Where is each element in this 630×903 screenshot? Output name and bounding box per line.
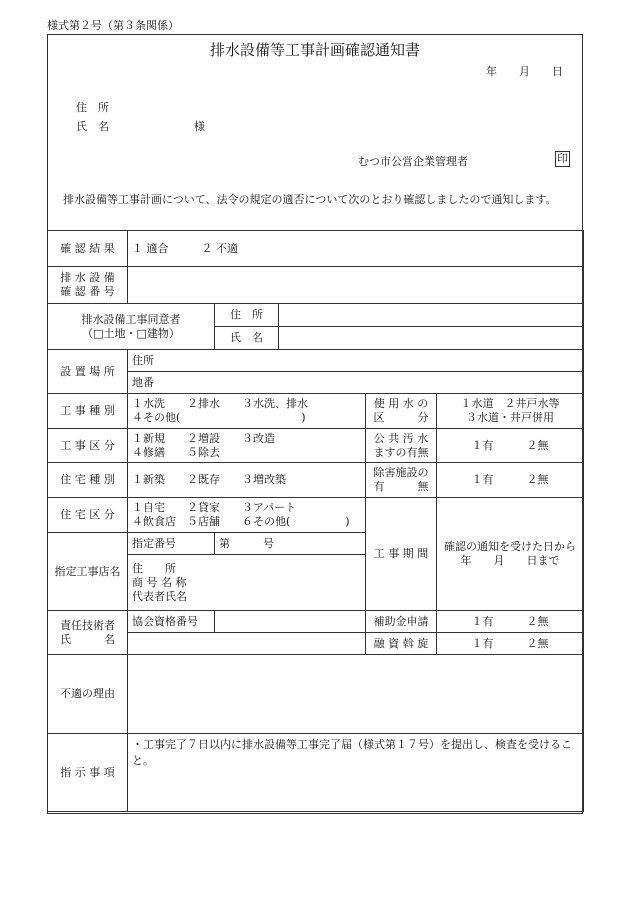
table-row xyxy=(48,655,584,734)
form-number: 様式第２号（第３条関係） xyxy=(47,19,179,32)
shiyousui-label: 使 用 水 の 区 分 xyxy=(366,394,437,429)
table-row xyxy=(48,633,584,655)
issuer-name: むつ市公営企業管理者 xyxy=(358,155,468,168)
doisha-name-value xyxy=(279,327,584,350)
shitei-no-value: 第 号 xyxy=(215,533,366,555)
table-row xyxy=(48,372,584,394)
shitei-no-label: 指定番号 xyxy=(128,533,215,555)
hojo-value: １有 ２無 xyxy=(437,611,584,633)
table-row xyxy=(48,231,584,267)
table-row xyxy=(48,304,584,327)
jutaku-shubetsu-label: 住 宅 種 別 xyxy=(48,463,128,498)
doisha-label: 排水設備工事同意者 （□土地・□建物） xyxy=(48,304,215,350)
jutaku-kubun-label: 住 宅 区 分 xyxy=(48,498,128,533)
jutaku-shubetsu-value: １新築 ２既存 ３増改築 xyxy=(128,463,366,498)
table-row xyxy=(48,429,584,463)
table-row xyxy=(48,394,584,429)
koji-kubun-value: １新規 ２増設 ３改造 ４修繕 ５除去 xyxy=(128,429,366,463)
koji-kubun-label: 工 事 区 分 xyxy=(48,429,128,463)
jutaku-kubun-value: １自宅 ２貸家 ３アパート ４飲食店 ５店舗 ６その他( ) xyxy=(128,498,366,533)
form-table xyxy=(47,230,584,812)
recipient-name-label: 氏 名 xyxy=(76,120,109,133)
honorific: 様 xyxy=(194,120,205,133)
seal-mark: 印 xyxy=(557,152,568,165)
shiyousui-value: １水道 ２井戸水等 ３水道・井戸併用 xyxy=(437,394,584,429)
date-line: 年 月 日 xyxy=(486,65,563,78)
jogai-value: １有 ２無 xyxy=(437,463,584,498)
jogai-label: 除害施設の 有 無 xyxy=(366,463,437,498)
sekinin-name-value xyxy=(128,633,366,655)
kikan-label: 工 事 期 間 xyxy=(366,498,437,611)
kokyo-value: １有 ２無 xyxy=(437,429,584,463)
shitei-label: 指定工事店名 xyxy=(48,533,128,611)
kakunin-label: 確 認 結 果 xyxy=(48,231,128,267)
intro-text: 排水設備等工事計画について、法令の規定の適否について次のとおり確認しましたので通知します。 xyxy=(52,193,557,206)
document-title: 排水設備等工事計画確認通知書 xyxy=(209,41,420,59)
doisha-addr-label: 住 所 xyxy=(215,304,279,327)
futeki-value xyxy=(128,655,584,734)
table-row xyxy=(48,611,584,633)
doisha-name-label: 氏 名 xyxy=(215,327,279,350)
table-row xyxy=(48,267,584,304)
setchi-lot: 地番 xyxy=(128,372,584,394)
kokyo-label: 公 共 汚 水 ますの有無 xyxy=(366,429,437,463)
kyokai-value xyxy=(215,611,366,633)
sekinin-label: 責任技術者 氏 名 xyxy=(48,611,128,655)
kikan-value: 確認の通知を受けた日から 年 月 日まで xyxy=(437,498,584,611)
shitei-detail: 住 所 商 号 名 称 代表者氏名 xyxy=(128,555,366,611)
kyokai-label: 協会資格番号 xyxy=(128,611,215,633)
table-row xyxy=(48,463,584,498)
futeki-label: 不適の理由 xyxy=(48,655,128,734)
kakunin-value: １ 適合 ２ 不適 xyxy=(128,231,584,267)
setchi-addr: 住所 xyxy=(128,350,584,372)
table-row xyxy=(48,734,584,812)
koji-shubetsu-label: 工 事 種 別 xyxy=(48,394,128,429)
setchi-label: 設 置 場 所 xyxy=(48,350,128,394)
seal-box xyxy=(555,151,570,167)
koji-shubetsu-value: １水洗 ２排水 ３水洗、排水 ４その他( ) xyxy=(128,394,366,429)
bangou-label: 排 水 設 備 確 認 番 号 xyxy=(48,267,128,304)
yushi-value: １有 ２無 xyxy=(437,633,584,655)
shiji-label: 指 示 事 項 xyxy=(48,734,128,812)
table-row xyxy=(48,498,584,533)
bangou-value xyxy=(128,267,584,304)
recipient-address-label: 住 所 xyxy=(76,101,109,114)
yushi-label: 融 資 斡 旋 xyxy=(366,633,437,655)
table-row xyxy=(48,350,584,372)
doisha-addr-value xyxy=(279,304,584,327)
hojo-label: 補助金申請 xyxy=(366,611,437,633)
shiji-value: ・工事完了７日以内に排水設備等工事完了届（様式第１７号）を提出し、検査を受けること。 xyxy=(128,734,584,812)
